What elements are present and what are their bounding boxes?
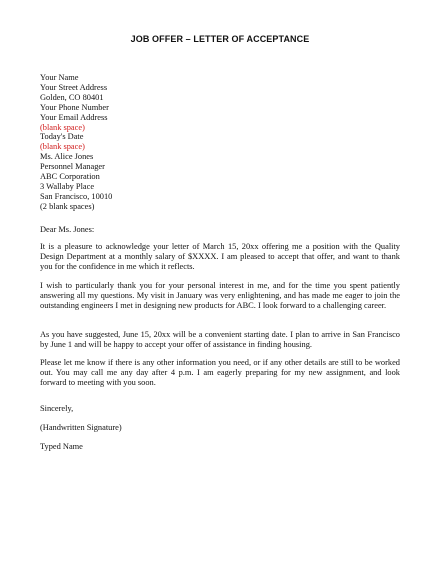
body-paragraph: I wish to particularly thank you for your personal interest in me, and for the time you spent patiently answering all my questions. My visit in January was very enlightening, and has made me eager to join the outstanding engineers I met in designing new products for ABC. I look forward to a challenging career. [40, 281, 400, 310]
body-paragraph: As you have suggested, June 15, 20xx will be a convenient starting date. I plan to arrive in San Francisco by June 1 and will be happy to accept your offer of assistance in finding housing. [40, 330, 400, 349]
recipient-street: 3 Wallaby Place [40, 181, 95, 191]
sender-city: Golden, CO 80401 [40, 92, 104, 102]
address-block [40, 73, 400, 212]
recipient-position: Personnel Manager [40, 162, 105, 172]
body-paragraph: It is a pleasure to acknowledge your letter of March 15, 20xx offering me a position with the Quality Design Department at a monthly salary of $XXXX. I am pleased to accept that offer, and want to thank you for the confidence in me which it reflects. [40, 242, 400, 271]
recipient-city: San Francisco, 10010 [40, 191, 113, 201]
body-paragraph: Please let me know if there is any other information you need, or if any other details are still to be worked out. You may call me any day after 4 p.m. I am eagerly preparing for my new assignment, and look forward to meeting with you soon. [40, 358, 400, 387]
typed-name: Typed Name [40, 442, 83, 451]
signature-placeholder: (Handwritten Signature) [40, 423, 122, 432]
letter-date: Today's Date [40, 132, 84, 142]
recipient-name: Ms. Alice Jones [40, 152, 94, 162]
sender-name: Your Name [40, 73, 79, 82]
blank-spaces-note: (2 blank spaces) [40, 201, 95, 211]
recipient-company: ABC Corporation [40, 172, 100, 182]
closing: Sincerely, [40, 404, 74, 413]
blank-space-placeholder: (blank space) [40, 122, 85, 132]
sender-street: Your Street Address [40, 82, 108, 92]
sender-phone: Your Phone Number [40, 102, 109, 112]
blank-space-placeholder: (blank space) [40, 142, 85, 152]
salutation: Dear Ms. Jones: [40, 225, 95, 234]
sender-email: Your Email Address [40, 112, 108, 122]
document-title: JOB OFFER – LETTER OF ACCEPTANCE [130, 34, 310, 44]
